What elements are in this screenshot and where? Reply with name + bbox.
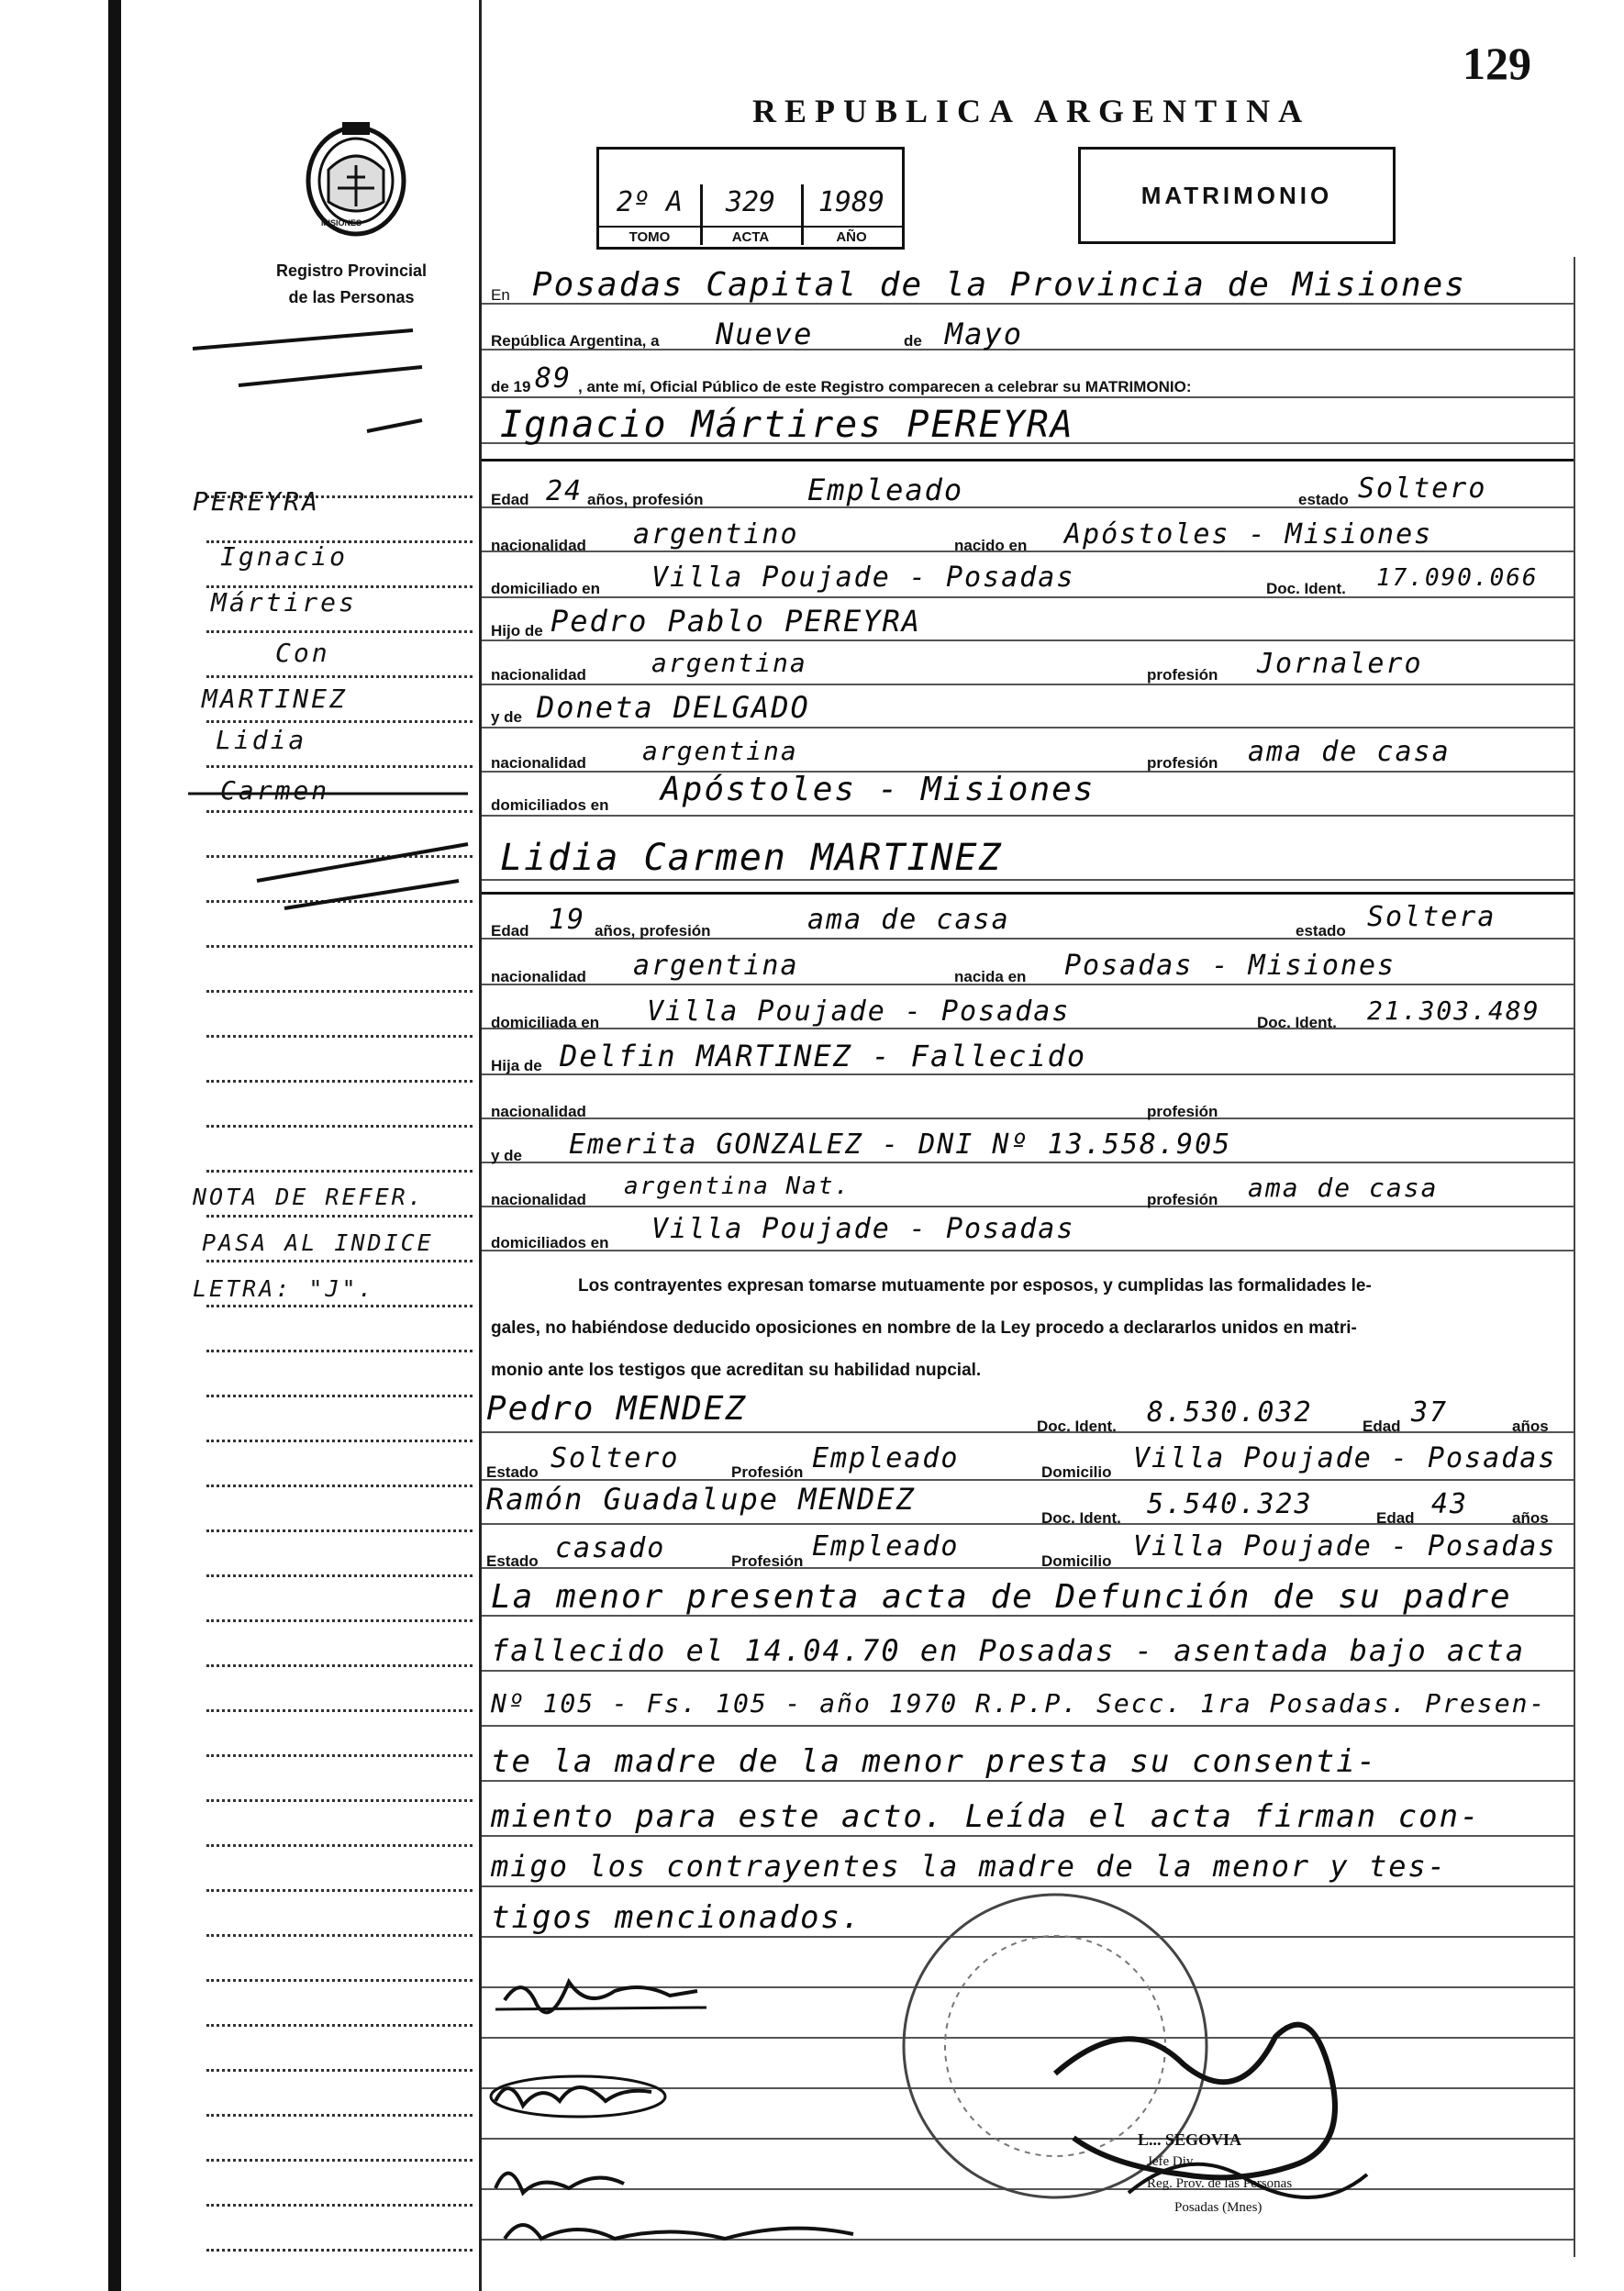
tomo-label: TOMO	[599, 226, 700, 245]
nota-2: fallecido el 14.04.70 en Posadas - asentada bajo acta	[491, 1633, 1526, 1668]
t2-label-doc: Doc. Ident.	[1041, 1509, 1121, 1527]
c2-nombre: Lidia Carmen MARTINEZ	[500, 837, 1003, 879]
c2-label-nac-padre: nacionalidad	[491, 1103, 586, 1120]
c1-doc: 17.090.066	[1376, 564, 1539, 592]
c1-madre-prof: ama de casa	[1248, 736, 1451, 768]
margin-name-5: MARTINEZ	[202, 684, 348, 714]
c1-label-hijo: Hijo de	[491, 622, 543, 639]
seal-caption: MISIONES	[321, 218, 362, 228]
t2-doc: 5.540.323	[1147, 1488, 1313, 1520]
c1-label-prof-madre: profesión	[1147, 754, 1218, 772]
c1-label-anos: años, profesión	[587, 491, 704, 508]
c1-estado: Soltero	[1358, 473, 1487, 505]
t2-edad: 43	[1431, 1488, 1469, 1520]
form-rule	[482, 727, 1574, 728]
binding-edge	[108, 0, 121, 2291]
tomo-cell	[599, 184, 703, 245]
margin-name-7: Carmen	[220, 775, 330, 806]
c1-nacionalidad: argentino	[633, 518, 799, 551]
c1-madre: Doneta DELGADO	[537, 690, 810, 725]
c2-label-doc: Doc. Ident.	[1257, 1014, 1337, 1031]
margin-name-6: Lidia	[216, 725, 307, 755]
form-rule	[482, 1780, 1574, 1782]
c1-label-estado: estado	[1298, 491, 1349, 508]
section-rule	[482, 892, 1574, 895]
t1-label-anos: años	[1512, 1418, 1549, 1435]
c1-nombre: Ignacio Mártires PEREYRA	[500, 404, 1074, 446]
t1-domicilio: Villa Poujade - Posadas	[1133, 1442, 1557, 1474]
c1-label-yde: y de	[491, 708, 523, 726]
margin-name-2: Ignacio	[220, 541, 349, 572]
c1-label-nac-madre: nacionalidad	[491, 754, 586, 772]
c1-padre-prof: Jornalero	[1257, 648, 1423, 680]
page-number: 129	[1463, 38, 1531, 89]
c2-label-anos: años, profesión	[595, 922, 711, 940]
form-rule	[482, 1206, 1574, 1207]
c2-nacida: Posadas - Misiones	[1064, 950, 1396, 982]
label-en: En	[491, 286, 510, 304]
c1-label-nacido: nacido en	[954, 537, 1028, 554]
ano-label: AÑO	[801, 226, 902, 245]
margin-rule	[206, 2114, 473, 2117]
c1-padre: Pedro Pablo PEREYRA	[551, 604, 922, 639]
ano-value: 1989	[818, 186, 885, 218]
label-de: de	[904, 332, 922, 350]
registry-line2: de las Personas	[288, 288, 415, 306]
t1-profesion: Empleado	[812, 1442, 960, 1474]
c1-label-doms: domiciliados en	[491, 796, 609, 814]
c2-profesion: ama de casa	[807, 904, 1010, 936]
form-rule	[482, 396, 1574, 398]
c1-domicilio: Villa Poujade - Posadas	[651, 562, 1075, 594]
c2-doc: 21.303.489	[1367, 995, 1541, 1026]
t2-nombre: Ramón Guadalupe MENDEZ	[486, 1482, 916, 1517]
c1-label-prof-padre: profesión	[1147, 666, 1218, 684]
stamp-line-1: L... SEGOVIA	[1138, 2130, 1242, 2149]
margin-strikes	[165, 312, 477, 1872]
form-rule	[482, 1431, 1574, 1433]
c2-label-doms: domiciliados en	[491, 1234, 609, 1251]
margin-rule	[206, 2204, 473, 2207]
c2-madre-prof: ama de casa	[1248, 1173, 1439, 1203]
form-rule	[482, 1725, 1574, 1727]
acta-cell	[700, 184, 804, 245]
c1-label-doc: Doc. Ident.	[1266, 580, 1346, 597]
c1-label-nac-padre: nacionalidad	[491, 666, 586, 684]
c1-padres-dom: Apóstoles - Misiones	[661, 771, 1096, 808]
nota-7: tigos mencionados.	[491, 1899, 862, 1936]
stamp-line-3: Reg. Prov. de las Personas	[1147, 2176, 1293, 2191]
t2-label-estado: Estado	[486, 1552, 539, 1570]
registry-line1: Registro Provincial	[275, 261, 428, 280]
c2-label-dom: domiciliada en	[491, 1014, 600, 1031]
nota-3: Nº 105 - Fs. 105 - año 1970 R.P.P. Secc. 1ra Posadas. Presen-	[491, 1688, 1547, 1718]
margin-note-3: LETRA: "J".	[193, 1275, 375, 1302]
c2-label-nac: nacionalidad	[491, 968, 586, 985]
c1-padre-nac: argentina	[651, 648, 807, 678]
t1-doc: 8.530.032	[1147, 1396, 1313, 1429]
c2-domicilio: Villa Poujade - Posadas	[647, 995, 1071, 1028]
c2-label-estado: estado	[1296, 922, 1346, 940]
form-rule	[482, 1162, 1574, 1163]
t2-domicilio: Villa Poujade - Posadas	[1133, 1530, 1557, 1563]
c1-edad: 24	[546, 475, 584, 507]
t1-label-prof: Profesión	[731, 1463, 804, 1481]
c2-label-prof-padre: profesión	[1147, 1103, 1218, 1120]
t2-label-anos: años	[1512, 1509, 1549, 1527]
c2-nacionalidad: argentina	[633, 950, 799, 982]
stamp-line-4: Posadas (Mnes)	[1174, 2200, 1262, 2215]
nota-4: te la madre de la menor presta su consenti-	[491, 1743, 1378, 1780]
t1-label-dom: Domicilio	[1041, 1463, 1112, 1481]
c1-label-dom: domiciliado en	[491, 580, 601, 597]
stamp-line-2: Jefe Div. ...	[1147, 2154, 1210, 2169]
form-rule	[482, 1028, 1574, 1029]
declaracion-3: monio ante los testigos que acreditan su habilidad nupcial.	[491, 1361, 982, 1380]
margin-rule	[206, 1889, 473, 1892]
record-box	[596, 147, 905, 250]
mes-value: Mayo	[945, 317, 1024, 351]
nota-1: La menor presenta acta de Defunción de su padre	[491, 1578, 1512, 1616]
section-rule	[482, 459, 1574, 462]
declaracion-2: gales, no habiéndose deducido oposiciones en nombre de la Ley procedo a declararlos unidos en matri-	[491, 1318, 1357, 1338]
margin-note-1: NOTA DE REFER.	[193, 1184, 425, 1210]
t1-label-estado: Estado	[486, 1463, 539, 1481]
label-republica: República Argentina, a	[491, 332, 660, 350]
margin-note-2: PASA AL INDICE	[202, 1229, 434, 1256]
form-rule	[482, 551, 1574, 552]
t2-label-edad: Edad	[1376, 1509, 1415, 1527]
c2-label-yde: y de	[491, 1147, 523, 1164]
doc-type-box	[1078, 147, 1396, 244]
form-rule	[482, 1567, 1574, 1569]
form-rule	[482, 1670, 1574, 1672]
c2-padre: Delfin MARTINEZ - Fallecido	[560, 1039, 1087, 1073]
form-rule	[482, 684, 1574, 685]
t1-label-edad: Edad	[1363, 1418, 1401, 1435]
form-rule	[482, 984, 1574, 985]
margin-rule	[206, 2159, 473, 2162]
ano-cell	[801, 184, 902, 245]
acta-label: ACTA	[700, 226, 801, 245]
t2-label-prof: Profesión	[731, 1552, 804, 1570]
label-de19: de 19	[491, 378, 531, 395]
t2-estado: casado	[555, 1532, 666, 1564]
lugar-value: Posadas Capital de la Provincia de Misiones	[532, 266, 1466, 304]
nota-5: miento para este acto. Leída el acta firman con-	[491, 1798, 1481, 1835]
c1-madre-nac: argentina	[642, 736, 798, 766]
form-rule	[482, 1073, 1574, 1075]
t1-label-doc: Doc. Ident.	[1037, 1418, 1117, 1435]
form-rule	[482, 1479, 1574, 1481]
c2-edad: 19	[549, 904, 586, 936]
doc-type-label: MATRIMONIO	[1140, 181, 1333, 209]
t2-label-dom: Domicilio	[1041, 1552, 1112, 1570]
acta-value: 329	[725, 186, 776, 218]
nota-6: migo los contrayentes la madre de la menor y tes-	[491, 1849, 1448, 1884]
c1-profesion: Empleado	[807, 473, 964, 507]
margin-rule	[206, 2069, 473, 2072]
label-ante-mi: , ante mí, Oficial Público de este Registro comparecen a celebrar su MATRIMONIO:	[578, 378, 1192, 395]
margin-name-3: Mártires	[211, 587, 357, 617]
margin-rule	[206, 1979, 473, 1982]
dia-value: Nueve	[716, 317, 814, 351]
form-rule	[482, 1250, 1574, 1251]
c2-madre-nac: argentina Nat.	[624, 1173, 851, 1200]
c1-label-nac: nacionalidad	[491, 537, 586, 554]
c2-padres-dom: Villa Poujade - Posadas	[651, 1213, 1075, 1245]
form-rule	[482, 596, 1574, 598]
c2-madre: Emerita GONZALEZ - DNI Nº 13.558.905	[569, 1129, 1232, 1161]
t1-nombre: Pedro MENDEZ	[486, 1390, 748, 1428]
margin-rule	[206, 1934, 473, 1937]
declaracion-1: Los contrayentes expresan tomarse mutuamente por esposos, y cumplidas las formalidades le-	[578, 1276, 1372, 1296]
c1-label-edad: Edad	[491, 491, 529, 508]
form-rule	[482, 1835, 1574, 1837]
c2-label-nac-madre: nacionalidad	[491, 1191, 586, 1208]
margin-name-4: Con	[275, 638, 330, 668]
c1-nacido: Apóstoles - Misiones	[1064, 518, 1433, 551]
margin-rule	[206, 2249, 473, 2252]
anio-value: 89	[535, 362, 573, 395]
c2-estado: Soltera	[1367, 901, 1496, 933]
c2-label-hija: Hija de	[491, 1057, 542, 1074]
form-rule	[482, 639, 1574, 641]
tomo-value: 2º A	[616, 186, 684, 218]
c2-label-edad: Edad	[491, 922, 529, 940]
t1-edad: 37	[1411, 1396, 1449, 1429]
margin-name-1: PEREYRA	[193, 486, 321, 517]
signatures	[486, 1963, 1569, 2275]
form-rule	[482, 815, 1574, 817]
c2-label-nacida: nacida en	[954, 968, 1027, 985]
column-divider	[479, 0, 482, 2291]
c2-label-prof-madre: profesión	[1147, 1191, 1218, 1208]
t1-estado: Soltero	[551, 1442, 680, 1474]
margin-rule	[206, 2024, 473, 2027]
form-rule	[482, 879, 1574, 881]
form-rule	[482, 1118, 1574, 1119]
country-title: REPUBLICA ARGENTINA	[752, 93, 1311, 129]
t2-profesion: Empleado	[812, 1530, 960, 1563]
right-border	[1574, 257, 1575, 2257]
